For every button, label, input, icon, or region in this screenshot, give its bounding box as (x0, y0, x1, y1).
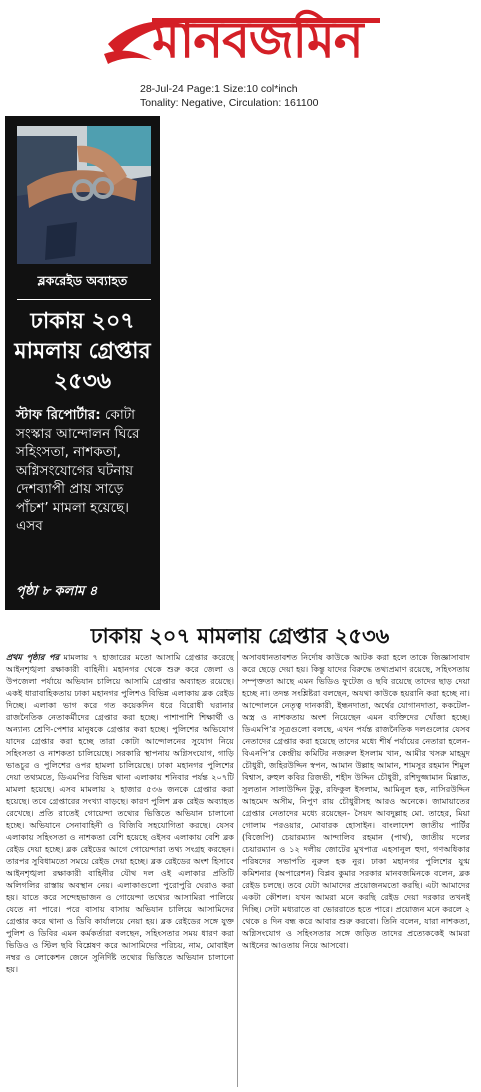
masthead-title: মানবজমিন (152, 10, 363, 69)
teaser-headline-line: মামলায় গ্রেপ্তার (14, 338, 151, 364)
teaser-body-text: কোটা সংস্কার আন্দোলন ঘিরে সহিংসতা, নাশকতা, অগ্নিসংযোগের ঘটনায় দেশব্যাপী প্রায় সাড়ে পাঁচশ’ মামলা হয়েছে। এসব (16, 407, 140, 534)
continued-from-label: প্রথম পৃষ্ঠার পর (6, 652, 60, 662)
teaser-kicker-rule (17, 299, 151, 300)
teaser-continuation-ref: পৃষ্ঠা ৮ কলাম ৪ (16, 584, 98, 599)
clip-meta-tonality: Tonality: Negative, Circulation: 161100 (140, 97, 319, 109)
column-divider (237, 651, 238, 1087)
clip-meta-date-page: 28-Jul-24 Page:1 Size:10 col*inch (140, 83, 298, 95)
teaser-body (16, 406, 156, 536)
article-column-left (6, 651, 234, 975)
teaser-headline-line: ২৫৩৬ (53, 368, 112, 394)
article-headline: ঢাকায় ২০৭ মামলায় গ্রেপ্তার ২৫৩৬ (90, 623, 390, 648)
teaser-headline (5, 306, 160, 396)
article-right-text: অসাবধানতাবশত নির্দোষ কাউকে আটক করা হলে তাকে জিজ্ঞাসাবাদ করে ছেড়ে দেয়া হয়। কিন্তু যাদের বিরুদ্ধে তথ্যপ্রমাণ রয়েছে, সহিংসতায় সম্পৃক্ততা আছে এমন ভিডিও ফুটেজ ও ছবি রয়েছে তাদের ছাড় দেয়া হচ্ছে না। তদন্ত সংশ্লিষ্টরা বলছেন, অযথা কাউকে হয়রানি করা হচ্ছে না। আন্দোলনে নেতৃত্ব দানকারী, ইন্ধনদাতা, অর্থের যোগানদাতা, ককটেল-অস্ত্র ও নাশকতায় অংশ নিয়েছেন এমন ব্যক্তিদের খোঁজা হচ্ছে। ডিএমপি’র সূত্রগুলো বলছে, এখন পর্যন্ত রাজনৈতিক দলগুলোর যেসব নেতাদের গ্রেপ্তার করা হয়েছে তাদের মধ্যে শীর্ষ পর্যায়ের নেতারা হলেন- বিএনপি’র কেন্দ্রীয় কমিটির নজরুল ইসলাম খান, আমীর খসরু মাহমুদ চৌধুরী, জহিরউদ্দিন স্বপন, আমান উল্লাহ আমান, শামসুর রহমান শিমুল বিশ্বাস, রুহুল কবির রিজভী, শহীদ উদ্দিন চৌধুরী, রশিদুজ্জামান মিল্লাত, সুলতান সালাউদ্দিন টুকু, রফিকুল ইসলাম, আমিনুল হক, নাসিরউদ্দিন আহমেদ অসীম, নিপুণ রায় চৌধুরীসহ আরও অনেকে। জামায়াতের গ্রেপ্তার নেতাদের মধ্যে রয়েছেন- সৈয়দ আবদুল্লাহ মো. তাহের, মিয়া গোলাম পরওয়ার, মোবারক হোসাইন। বাংলাদেশ জাতীয় পার্টির (বিজেপি) চেয়ারম্যান আন্দালিব রহমান (পার্থ), জাতীয় দলের চেয়ারম্যান ও ১২ দলীয় জোটের মুখপাত্র এহসানুল হুদা, গণঅধিকার পরিষদের সভাপতি নুরুল হক নুর। ঢাকা মহানগর পুলিশের যুগ্ম কমিশনার (অপারেশন) বিপ্লব কুমার সরকার মানবজমিনকে বলেন, ব্লক রেইড চলছে। তবে যেটা আমাদের প্রয়োজনমতো করছি। এটা আমাদের একটা কৌশল। যখন আমরা মনে করছি রেইড দেয়া দরকার তখনই দিচ্ছি। সেটা মধ্যরাতে বা ভোররাতে হতে পারে। প্রয়োজন মনে করলে ২ থেকে ৪ দিন বন্ধ করে আবার শুরু করবো। তিনি বলেন, যারা নাশকতা, অগ্নিসংযোগ ও সহিংসতার সঙ্গে জড়িত তাদের প্রত্যেককেই আমরা আইনের আওতায় নিয়ে আসবো। (242, 652, 470, 950)
clip-meta (140, 82, 318, 110)
handcuffed-arrest-photo (17, 126, 151, 264)
teaser-kicker: ব্লকরেইড অব্যাহত (37, 273, 128, 288)
article-left-text: মামলায় ৭ হাজারের মতো আসামি গ্রেপ্তার করেছে আইনশৃঙ্খলা রক্ষাকারী বাহিনী। মহানগর থেকে শুরু করে জেলা ও উপজেলা পর্যায়ে অভিযান চালিয়ে আসামি গ্রেপ্তার অব্যাহত রয়েছে। একই ধারাবাহিকতায় ঢাকা মহানগর পুলিশও বিভিন্ন এলাকায় ব্লক রেইড দিচ্ছে। এলাকা ভাগ করে গত কয়েকদিন ধরে বিরোধী ঘরানার রাজনৈতিক নেতাকর্মীদের গ্রেপ্তার করা হচ্ছে। পাশাপাশি শিক্ষার্থী ও অন্যান্য শ্রেণি-পেশার মানুষকে গ্রেপ্তার করা হচ্ছে। পুলিশের অভিযোগ যাদের গ্রেপ্তার করা হচ্ছে তারা কোটা আন্দোলনের সুযোগ নিয়ে সহিংসতা ও নাশকতা চালিয়েছে। সরকারি স্থাপনায় অগ্নিসংযোগ, গাড়ি ভাঙচুর ও পুলিশের ওপর হামলা চালিয়েছে। ঢাকা মহানগর পুলিশের দেয়া তথ্যমতে, ডিএমপির বিভিন্ন থানা এলাকায় শনিবার পর্যন্ত ২০৭টি মামলা হয়েছে। এসব মামলায় ২ হাজার ৫৩৬ জনকে গ্রেপ্তার করা হয়েছে। তবে গ্রেপ্তারের সংখ্যা বাড়ছে। কারণ পুলিশ ব্লক রেইড অব্যাহত রেখেছে। প্রতি রাতেই গোয়েন্দা তথ্যের ভিত্তিতে অভিযান চালানো হচ্ছে। অভিযানে সেনাবাহিনী ও বিজিবি সহযোগিতা করছে। যেসব এলাকায় সহিংসতা ও নাশকতা বেশি হয়েছে ওইসব এলাকায় বেশি ব্লক রেইড দেয়া হচ্ছে। ব্লক রেইডের আগে গোয়েন্দারা তথ্য সংগ্রহ করছেন। তারপর সুবিধামতো সময়ে রেইড দেয়া হচ্ছে। ব্লক রেইডের অংশ হিসাবে আইনশৃঙ্খলা রক্ষাকারী বাহিনীর যৌথ দল ওই এলাকার প্রতিটি অলিগলির রাস্তায় অবস্থান নেয়। এলাকাগুলো পুরোপুরি ঘেরাও করা হয়। যাতে করে সন্দেহভাজন ও গোয়েন্দা তথ্যের আসামিরা পালিয়ে যেতে না পারে। পরে বাসায় বাসায় অভিযান চালিয়ে আসামিদের গ্রেপ্তার করে থানা ও ডিবি কার্যালয়ে নেয়া হয়। ব্লক রেইডের সঙ্গে যুক্ত পুলিশ ও ডিবির এমন কর্মকর্তারা বলছেন, সহিংসতার সময় ধারণ করা ভিডিও ও স্টিল ছবি বিশ্লেষণ করে আসামিদের পরিচয়, নাম, মোবাইল নম্বর ও লোকেশন জেনে সুনির্দিষ্ট তথ্যের ভিত্তিতে অভিযান চালানো হয়। (6, 652, 235, 974)
front-page-teaser (5, 116, 160, 610)
teaser-byline: স্টাফ রিপোর্টার: (16, 407, 101, 423)
masthead (100, 4, 390, 76)
teaser-headline-line: ঢাকায় ২০৭ (30, 308, 135, 334)
arrest-photo-illustration (17, 126, 151, 264)
article-column-right (242, 651, 470, 951)
